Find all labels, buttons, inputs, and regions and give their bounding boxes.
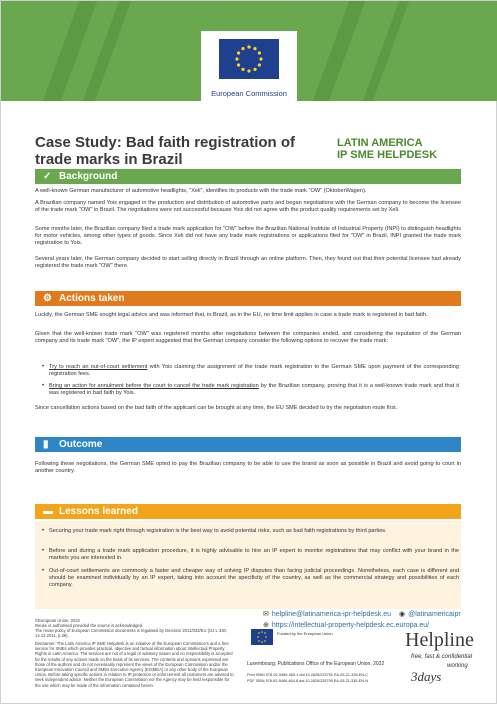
region-line-2: IP SME HELPDESK — [337, 149, 438, 161]
bullet-rest: by the Brazilian company, proving that it is a well-known trade mark and that it was registered in bad faith by Yois. — [49, 383, 459, 397]
bullet-dot: • — [42, 383, 45, 389]
actions-bullet-1 — [42, 364, 459, 378]
bar-chart-icon: ▮ — [43, 439, 49, 450]
funded-by-label: Funded by the European Union — [277, 631, 333, 636]
european-commission-logo — [201, 31, 297, 119]
mail-icon: ✉ — [263, 611, 269, 618]
isbn-pdf: PDF ISBN 978-92-9469-464-8 doi:10.2826/225795 EA-05-21-335-EN-N — [247, 679, 368, 683]
region-line-1: LATIN AMERICA — [337, 137, 423, 149]
bullet-lead: Bring an action for annulment before the court to cancel the trade mark registration — [49, 383, 259, 389]
band-stripe — [313, 1, 365, 101]
actions-paragraph-1: Luckily, the German SME sought legal advice and was informed that, in Brazil, as in the EU, no time limit applies in case a trade mark is registered in bad faith. — [35, 312, 428, 318]
background-paragraph-1: A well-known German manufacturer of automotive headlights, "Xeli", identifies its products with the trade mark "OW" (OktoberWagen). — [35, 188, 367, 194]
helpline-tagline: free, fast & confidential — [411, 654, 473, 660]
bullet-dot: • — [42, 364, 45, 370]
bullet-dot: • — [42, 548, 45, 554]
lesson-text: Before and during a trade mark application procedure, it is highly advisable to hire an IP expert to monitor registrations that may conflict with your brand in the markets you are interested in. — [49, 548, 459, 562]
band-stripe — [363, 1, 409, 101]
reuse-policy: The reuse policy of European Commission documents is regulated by Decision 2011/833/EU (OJ L 330, 14.12.2011, p.39). — [35, 628, 228, 639]
isbn-print: Print ISBN 978-92-9469-463-1 doi:10.2826/225792 EA-05-21-335-EN-C — [247, 673, 369, 677]
background-paragraph-3: Some months later, the Brazilian company filed a trade mark application for "OW" before the Brazilian National Institute of Industrial Property (INPI) to distinguish headlights for motor vehicles, among other types of goods. Since Xeli did not have any trade mark registrations or applications filed for "OW" in Brazil, INPI granted the trade mark registration to Yois. — [35, 226, 461, 247]
publisher-note: Luxembourg: Publications Office of the European Union, 2022 — [247, 661, 385, 667]
lessons-heading-bar — [35, 504, 461, 519]
bullet-dot: • — [42, 528, 45, 534]
twitter-link[interactable]: @latinamericaipr — [408, 611, 461, 618]
actions-heading-bar — [35, 291, 461, 306]
three-days-label: 3days — [411, 669, 442, 684]
contact-line-email — [263, 610, 461, 619]
working-label: working — [447, 663, 468, 669]
helpline-logo: Helpline — [405, 629, 474, 651]
check-icon: ✓ — [43, 171, 52, 182]
background-paragraph-2: A Brazilian company named Yois engaged in the production and distribution of automotive parts and began negotiations with the German company to become the licensee of the trade mark "OW" in Brazil. The negotiations were not successful because Yois did not agree with the product quality requirements set by Xeli. — [35, 200, 461, 214]
actions-closing: Since cancellation actions based on the bad faith of the applicant can be brought at any time, the EU SME decided to try the negotiation route first. — [35, 405, 398, 411]
eu-flag-small-icon — [251, 629, 273, 645]
lessons-bullet-1 — [42, 528, 459, 535]
outcome-heading-bar — [35, 437, 461, 452]
background-paragraph-4: Several years later, the German company decided to start selling directly in Brazil through an online platform. Then, they found out that their potential licensee had already registered the trade mark "OW" there. — [35, 256, 461, 270]
eu-flag-icon — [219, 39, 279, 79]
bullet-lead: Try to reach an out-of-court settlement — [49, 364, 148, 370]
globe-icon: ⊕ — [263, 622, 269, 629]
book-icon: ▬ — [43, 506, 53, 517]
lessons-bullet-2 — [42, 548, 459, 562]
actions-heading: Actions taken — [59, 293, 125, 304]
disclaimer: Disclaimer: The Latin America IP SME Helpdesk is an initiative of the European Commission's and a free service for SMEs which provides practical, objective and factual information about Intellectual Property Rights in Latin America. The services are not of a legal or advisory nature and no responsibility is accepted for the results of any actions made on the basis of its services. The contents and opinions expressed are those of the authors and do not necessarily represent the views of the European Commission and/or the European Innovation Council and SMEs Executive Agency (EISMEA) or any other body of the European Union. Before taking specific actions in relation to IP protection or enforcement all customers are advised to seek independent advice. Neither the European Commission nor the Agency may be held responsible for the use which may be made of the information contained herein. — [35, 641, 234, 688]
outcome-heading: Outcome — [59, 439, 103, 450]
lesson-text: Securing your trade mark right through registration is the best way to avoid potential risks, such as bad faith registrations by third parties. — [49, 528, 387, 534]
gears-icon: ⚙ — [43, 293, 52, 304]
helpdesk-label — [337, 137, 467, 161]
lessons-bullet-3 — [42, 568, 459, 590]
commission-name: European Commission — [211, 89, 287, 98]
title-block — [35, 134, 305, 168]
page-title: Case Study: Bad faith registration of trade marks in Brazil — [35, 134, 296, 168]
actions-bullet-2 — [42, 383, 459, 397]
website-link[interactable]: https://intellectual-property-helpdesk.ec.europa.eu/ — [271, 622, 430, 629]
copyright: ©European Union, 2022 — [35, 618, 80, 623]
background-heading-bar — [35, 169, 461, 184]
outcome-paragraph: Following these negotiations, the German SME opted to pay the Brazilian company to be able to use the brand as soon as possible in Brazil and avoid going to court in another country. — [35, 461, 461, 475]
email-link[interactable]: helpline@latinamerica-ipr-helpdesk.eu — [271, 611, 392, 618]
lessons-heading: Lessons learned — [59, 506, 138, 517]
reuse-note: Reuse is authorised provided the source is acknowledged. — [35, 623, 144, 628]
bullet-dot: • — [42, 568, 45, 574]
lesson-text: Out-of-court settlements are commonly a faster and cheaper way of solving IP disputes than facing judicial proceedings. Nonetheless, each case is different and should be examined individually by an IP expert, taking into account the specificity of the country, as well as the commercial strategy and possibilities of each company. — [49, 568, 459, 589]
actions-paragraph-2: Given that the well-known trade mark "OW" was registered months after negotiations between the companies ended, and considering the reputation of the German company and its trade mark "OW", the IP expert suggested that the German company consider the following options to recover the trade mark: — [35, 331, 461, 345]
twitter-icon: ◉ — [399, 611, 406, 618]
background-heading: Background — [59, 171, 118, 182]
bullet-rest: with Yois claiming the assignment of the trade mark registration to the German SME upon payment of the corresponding registration fees. — [49, 364, 459, 378]
